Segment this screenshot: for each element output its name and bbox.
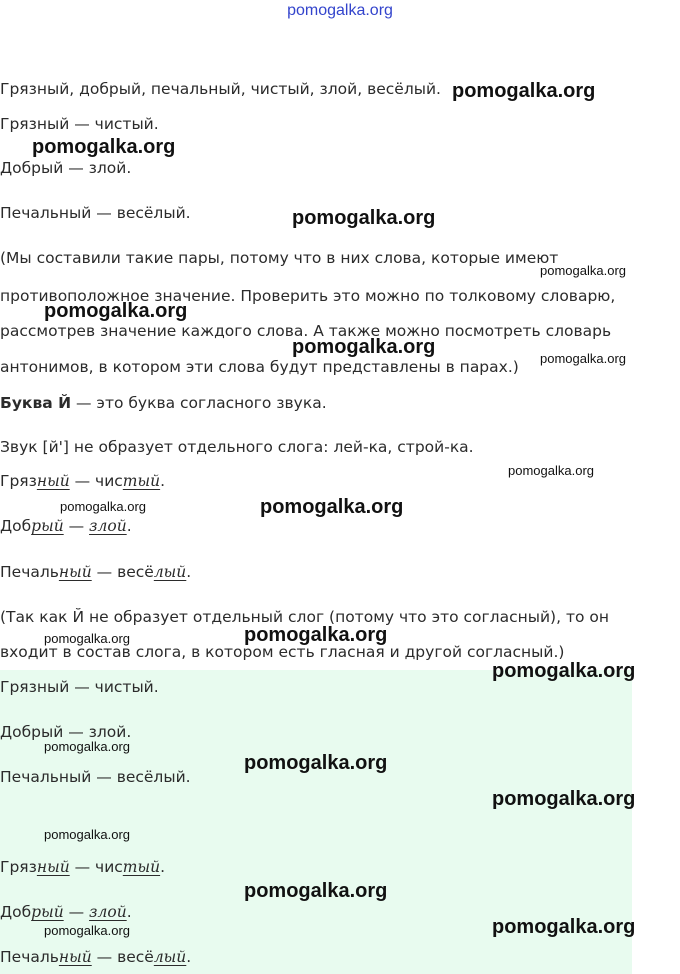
syllable-underlined: лый bbox=[153, 563, 187, 581]
answer-pair-3: Печальный — весёлый. bbox=[0, 768, 191, 786]
watermark: pomogalka.org bbox=[540, 351, 626, 366]
syllable-underlined: злой bbox=[89, 903, 127, 921]
syllable-underlined: ный bbox=[36, 858, 70, 876]
syllable-underlined: ный bbox=[58, 563, 92, 581]
rule-line bbox=[0, 393, 327, 413]
syllable-underlined: злой bbox=[89, 517, 127, 535]
watermark: pomogalka.org bbox=[492, 660, 636, 682]
watermark: pomogalka.org bbox=[32, 136, 176, 158]
syllable-row bbox=[0, 516, 132, 536]
syllable-text: . bbox=[126, 903, 132, 921]
syllable-row bbox=[0, 471, 165, 491]
watermark: pomogalka.org bbox=[540, 263, 626, 278]
syllable-underlined: лый bbox=[153, 948, 187, 966]
rule-term: Буква Й bbox=[0, 394, 72, 412]
syllable-text: Гряз bbox=[0, 858, 37, 876]
syllable-text: — весё bbox=[91, 948, 154, 966]
syllable-text: . bbox=[186, 563, 192, 581]
syllable-text: Доб bbox=[0, 903, 32, 921]
syllable-text: . bbox=[126, 517, 132, 535]
syllable-text: Доб bbox=[0, 517, 32, 535]
antonym-pair-3: Печальный — весёлый. bbox=[0, 204, 191, 222]
syllable-text: . bbox=[160, 472, 166, 490]
syllable-text: . bbox=[160, 858, 166, 876]
antonym-pair-2: Добрый — злой. bbox=[0, 159, 132, 177]
syllable-text: Гряз bbox=[0, 472, 37, 490]
watermark: pomogalka.org bbox=[60, 499, 146, 514]
site-header-link[interactable]: pomogalka.org bbox=[287, 2, 393, 19]
watermark: pomogalka.org bbox=[492, 788, 636, 810]
watermark: pomogalka.org bbox=[44, 739, 130, 754]
watermark: pomogalka.org bbox=[244, 880, 388, 902]
watermark: pomogalka.org bbox=[44, 300, 188, 322]
syllable-text: — bbox=[63, 517, 90, 535]
syllable-text: — bbox=[63, 903, 90, 921]
syllable-underlined: тый bbox=[122, 472, 161, 490]
syllable-row bbox=[0, 902, 132, 922]
watermark: pomogalka.org bbox=[244, 624, 388, 646]
rule-text: — это буква согласного звука. bbox=[71, 394, 327, 412]
syllable-text: — весё bbox=[91, 563, 154, 581]
watermark: pomogalka.org bbox=[44, 923, 130, 938]
syllable-row bbox=[0, 562, 191, 582]
syllable-text: — чис bbox=[69, 472, 123, 490]
watermark: pomogalka.org bbox=[508, 463, 594, 478]
syllable-underlined: ный bbox=[36, 472, 70, 490]
watermark: pomogalka.org bbox=[44, 827, 130, 842]
syllable-text: — чис bbox=[69, 858, 123, 876]
syllable-text: . bbox=[186, 948, 192, 966]
syllable-underlined: тый bbox=[122, 858, 161, 876]
syllable-underlined: рый bbox=[31, 517, 64, 535]
explanation-line: входит в состав слога, в котором есть гласная и другой согласный.) bbox=[0, 643, 565, 661]
syllable-text: Печаль bbox=[0, 563, 59, 581]
watermark: pomogalka.org bbox=[44, 631, 130, 646]
syllable-underlined: ный bbox=[58, 948, 92, 966]
watermark: pomogalka.org bbox=[292, 336, 436, 358]
answer-pair-1: Грязный — чистый. bbox=[0, 678, 159, 696]
explanation-line: рассмотрев значение каждого слова. А также можно посмотреть словарь bbox=[0, 322, 612, 340]
answer-pair-2: Добрый — злой. bbox=[0, 723, 132, 741]
syllable-underlined: рый bbox=[31, 903, 64, 921]
syllable-row bbox=[0, 857, 165, 877]
explanation-line: (Так как Й не образует отдельный слог (потому что это согласный), то он bbox=[0, 608, 610, 626]
watermark: pomogalka.org bbox=[492, 916, 636, 938]
watermark: pomogalka.org bbox=[260, 496, 404, 518]
explanation-line: антонимов, в котором эти слова будут представлены в парах.) bbox=[0, 358, 519, 376]
watermark: pomogalka.org bbox=[452, 80, 596, 102]
explanation-line: противоположное значение. Проверить это можно по толковому словарю, bbox=[0, 287, 616, 305]
explanation-line: (Мы составили такие пары, потому что в них слова, которые имеют bbox=[0, 249, 559, 267]
sound-note: Звук [й'] не образует отдельного слога: лей-ка, строй-ка. bbox=[0, 438, 474, 456]
antonym-pair-1: Грязный — чистый. bbox=[0, 115, 159, 133]
syllable-text: Печаль bbox=[0, 948, 59, 966]
watermark: pomogalka.org bbox=[244, 752, 388, 774]
word-list: Грязный, добрый, печальный, чистый, злой, весёлый. bbox=[0, 80, 441, 98]
watermark: pomogalka.org bbox=[292, 207, 436, 229]
syllable-row bbox=[0, 947, 191, 967]
